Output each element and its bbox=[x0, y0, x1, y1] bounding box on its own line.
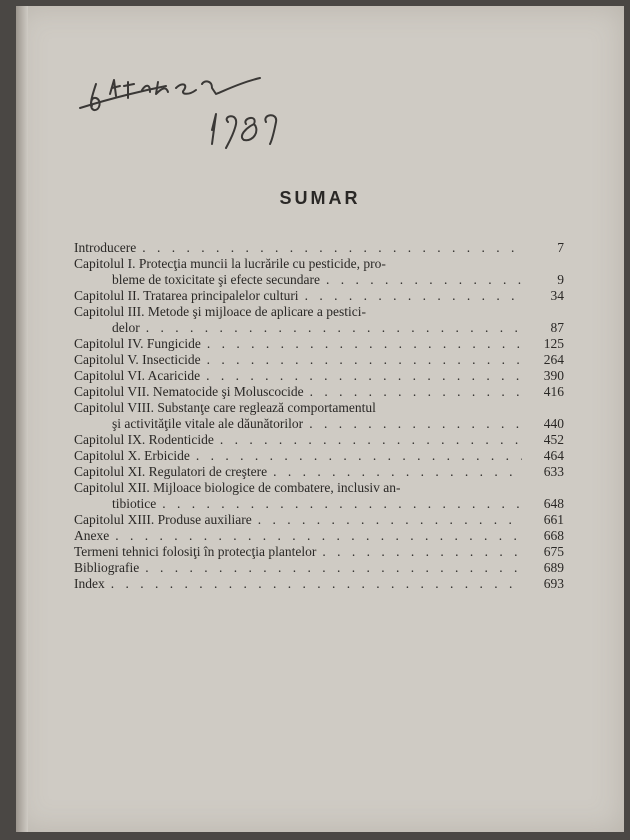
toc-entry-text: Capitolul XIII. Produse auxiliare bbox=[74, 512, 252, 527]
toc-entry-text: Capitolul I. Protecţia muncii la lucrările cu pesticide, pro- bbox=[74, 256, 386, 271]
toc-entry-text: tibiotice bbox=[112, 496, 157, 511]
toc-entry-text: Capitolul XII. Mijloace biologice de combatere, inclusiv an- bbox=[74, 480, 401, 495]
toc-entry-text: Capitolul VIII. Substanţe care reglează comportamentul bbox=[74, 400, 376, 415]
toc-entry bbox=[74, 384, 564, 400]
dot-leader bbox=[111, 576, 522, 592]
dot-leader bbox=[220, 432, 522, 448]
toc-page-number: 416 bbox=[543, 384, 564, 399]
toc-entry-text: bleme de toxicitate şi efecte secundare bbox=[112, 272, 321, 287]
handwritten-note bbox=[66, 36, 306, 156]
toc-page-number: 440 bbox=[543, 416, 564, 431]
dot-leader bbox=[326, 272, 522, 288]
toc-entry bbox=[74, 336, 564, 352]
toc-page-number: 34 bbox=[550, 288, 564, 303]
toc-page-number: 264 bbox=[543, 352, 564, 367]
toc-entry-text: Capitolul IX. Rodenticide bbox=[74, 432, 214, 447]
toc-entry bbox=[74, 560, 564, 576]
toc-entry-text: şi activităţile vitale ale dăunătorilor bbox=[112, 416, 304, 431]
dot-leader bbox=[207, 336, 522, 352]
toc-entry-text: Capitolul II. Tratarea principalelor culturi bbox=[74, 288, 299, 303]
toc-page-number: 464 bbox=[543, 448, 564, 463]
toc-entry-text: Capitolul III. Metode şi mijloace de aplicare a pestici- bbox=[74, 304, 367, 319]
toc-page-number: 7 bbox=[557, 240, 564, 255]
toc-entry bbox=[74, 576, 564, 592]
toc-entry bbox=[74, 288, 564, 304]
dot-leader bbox=[162, 496, 522, 512]
dot-leader bbox=[206, 368, 522, 384]
toc-page-number: 390 bbox=[543, 368, 564, 383]
toc-entry bbox=[74, 304, 564, 336]
toc-entry bbox=[74, 464, 564, 480]
toc-entry bbox=[74, 432, 564, 448]
dot-leader bbox=[115, 528, 522, 544]
toc-page-number: 633 bbox=[543, 464, 564, 479]
dot-leader bbox=[310, 384, 522, 400]
toc-entry bbox=[74, 352, 564, 368]
toc-entry-text: Capitolul VI. Acaricide bbox=[74, 368, 201, 383]
toc-entry-text: Capitolul X. Erbicide bbox=[74, 448, 190, 463]
dot-leader bbox=[258, 512, 522, 528]
toc-entry-text: Anexe bbox=[74, 528, 110, 543]
toc-entry-text: Capitolul V. Insecticide bbox=[74, 352, 201, 367]
toc-entry-text: Termeni tehnici folosiţi în protecţia plantelor bbox=[74, 544, 317, 559]
toc-page-number: 125 bbox=[543, 336, 564, 351]
toc-page-number: 675 bbox=[543, 544, 564, 559]
toc-entry bbox=[74, 480, 564, 512]
dot-leader bbox=[322, 544, 522, 560]
dot-leader bbox=[142, 240, 522, 256]
toc-entry bbox=[74, 512, 564, 528]
toc-entry-text: Index bbox=[74, 576, 105, 591]
dot-leader bbox=[196, 448, 522, 464]
toc-page-number: 87 bbox=[550, 320, 564, 335]
dot-leader bbox=[145, 560, 522, 576]
toc-entry-text: Capitolul IV. Fungicide bbox=[74, 336, 201, 351]
toc-page-number: 9 bbox=[557, 272, 564, 287]
toc-entry-text: Introducere bbox=[74, 240, 137, 255]
dot-leader bbox=[309, 416, 522, 432]
page-spine-shadow bbox=[16, 6, 28, 832]
toc-page-number: 661 bbox=[543, 512, 564, 527]
toc-entry bbox=[74, 368, 564, 384]
toc-entry bbox=[74, 240, 564, 256]
page-title: SUMAR bbox=[279, 188, 361, 208]
dot-leader bbox=[273, 464, 522, 480]
toc-entry bbox=[74, 528, 564, 544]
toc-entry bbox=[74, 448, 564, 464]
toc-page-number: 689 bbox=[543, 560, 564, 575]
toc-page-number: 452 bbox=[543, 432, 564, 447]
table-of-contents bbox=[74, 240, 564, 592]
toc-page-number: 693 bbox=[543, 576, 564, 591]
toc-page-number: 648 bbox=[543, 496, 564, 511]
book-page bbox=[16, 6, 624, 832]
toc-entry-text: Capitolul XI. Regulatori de creştere bbox=[74, 464, 268, 479]
dot-leader bbox=[305, 288, 522, 304]
dot-leader bbox=[207, 352, 522, 368]
toc-entry-text: delor bbox=[112, 320, 140, 335]
toc-entry-text: Bibliografie bbox=[74, 560, 140, 575]
toc-page-number: 668 bbox=[543, 528, 564, 543]
dot-leader bbox=[146, 320, 522, 336]
toc-entry-text: Capitolul VII. Nematocide şi Moluscocide bbox=[74, 384, 304, 399]
toc-entry bbox=[74, 544, 564, 560]
toc-entry bbox=[74, 400, 564, 432]
toc-entry bbox=[74, 256, 564, 288]
